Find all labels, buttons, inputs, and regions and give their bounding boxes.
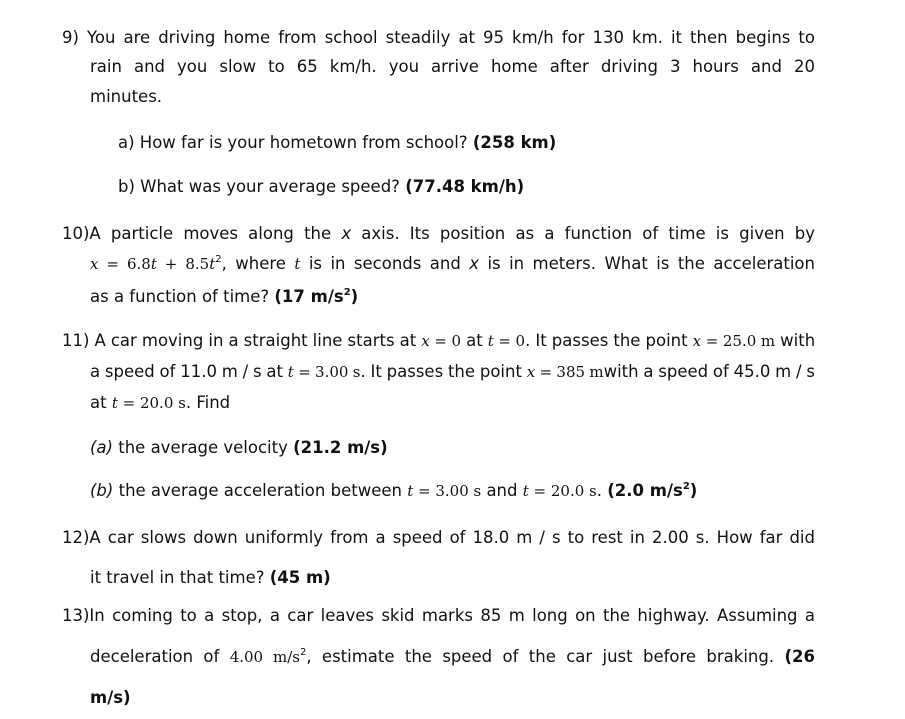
answer-text: (2.0 m/s (607, 481, 683, 500)
answer-text: (258 km) (472, 133, 557, 152)
text-segment: with a speed of 45.0 m / s (603, 362, 815, 381)
q9-line1 (62, 27, 815, 49)
text-segment: x (90, 255, 99, 273)
text-segment: . It passes the point (360, 362, 527, 381)
text-segment: t (294, 255, 301, 273)
text-segment: at (90, 393, 112, 412)
text-segment: it travel in that time? (90, 568, 270, 587)
text-segment: t (150, 255, 157, 273)
answer-text: m/s) (90, 688, 131, 707)
q9b (118, 176, 524, 198)
answer-text: 2 (343, 287, 351, 298)
q10-line3 (90, 286, 358, 308)
text-segment: t (209, 255, 216, 273)
text-segment: , where (221, 254, 295, 273)
text-segment: and (481, 481, 523, 500)
text-segment: . It passes the point (525, 331, 693, 350)
text-segment: deceleration of (90, 647, 230, 666)
text-segment: = 20.0 s (117, 394, 186, 412)
text-segment: x (341, 224, 352, 243)
text-segment: x (692, 332, 702, 350)
text-segment: the average acceleration between (113, 481, 408, 500)
text-segment: . Find (185, 393, 231, 412)
text-segment: = 20.0 s (528, 482, 597, 500)
text-segment: is in meters. What is the acceleration (479, 254, 815, 273)
text-segment: 2 (215, 254, 222, 265)
text-segment: t (487, 332, 494, 350)
text-segment: 4.00 m/s (229, 648, 300, 666)
answer-text: ) (350, 287, 359, 306)
answer-text: 2 (682, 481, 690, 492)
answer-text: ) (689, 481, 698, 500)
text-segment: b) What was your average speed? (118, 177, 406, 196)
q13-line2 (90, 646, 815, 668)
text-segment: t (522, 482, 529, 500)
q11-line2 (90, 361, 815, 383)
text-segment: a) How far is your hometown from school? (118, 133, 473, 152)
q11-line1 (62, 330, 815, 352)
text-segment: x (526, 363, 536, 381)
text-segment: t (287, 363, 294, 381)
q10-line2 (90, 253, 815, 275)
q13-line3 (90, 687, 131, 709)
text-segment: with (775, 331, 816, 350)
q9-line2 (90, 56, 815, 78)
text-segment: x (421, 332, 430, 350)
answer-text: (21.2 m/s) (293, 438, 388, 457)
text-segment: = 0 (493, 332, 526, 350)
text-segment: 12)A car slows down uniformly from a speed of 18.0 m / s to rest in 2.00 s. How far did (62, 528, 815, 547)
text-segment: = 25.0 m (701, 332, 776, 350)
q12-line2 (90, 567, 331, 589)
text-segment: . (596, 481, 608, 500)
text-segment: t (111, 394, 118, 412)
text-segment: 9) You are driving home from school steadily at 95 km/h for 130 km. it then begins to (62, 28, 815, 47)
text-segment: is in seconds and (300, 254, 470, 273)
text-segment: at (461, 331, 488, 350)
q9-line3 (90, 86, 162, 108)
text-segment: axis. Its position as a function of time is given by (351, 224, 815, 243)
text-segment: , estimate the speed of the car just before braking. (306, 647, 785, 666)
q11b (90, 480, 697, 502)
text-segment: = 385 m (535, 363, 604, 381)
text-segment: 11) A car moving in a straight line starts at (62, 331, 422, 350)
q12-line1 (62, 527, 815, 549)
text-segment: + 8.5 (156, 255, 210, 273)
text-segment: = 3.00 s (413, 482, 482, 500)
text-segment: a speed of 11.0 m / s at (90, 362, 288, 381)
text-segment: 2 (299, 647, 307, 658)
q11-line3 (90, 392, 230, 414)
answer-text: (45 m) (269, 568, 331, 587)
answer-text: (77.48 km/h) (405, 177, 525, 196)
answer-text: (26 (784, 647, 815, 666)
text-segment: (a) (90, 438, 113, 457)
text-segment: x (469, 254, 480, 273)
text-segment: = 6.8 (98, 255, 151, 273)
text-segment: 10)A particle moves along the (62, 224, 342, 243)
text-segment: rain and you slow to 65 km/h. you arrive home after driving 3 hours and 20 (90, 57, 815, 76)
text-segment: t (407, 482, 414, 500)
q13-line1 (62, 605, 815, 627)
q11a (90, 437, 388, 459)
text-segment: (b) (90, 481, 114, 500)
text-segment: = 3.00 s (293, 363, 361, 381)
text-segment: 13)In coming to a stop, a car leaves skid marks 85 m long on the highway. Assuming a (62, 606, 815, 625)
text-segment: the average velocity (113, 438, 294, 457)
text-segment: = 0 (429, 332, 462, 350)
text-segment: as a function of time? (90, 287, 275, 306)
q10-line1 (62, 223, 815, 245)
q9a (118, 132, 556, 154)
text-segment: minutes. (90, 87, 163, 106)
answer-text: (17 m/s (274, 287, 344, 306)
